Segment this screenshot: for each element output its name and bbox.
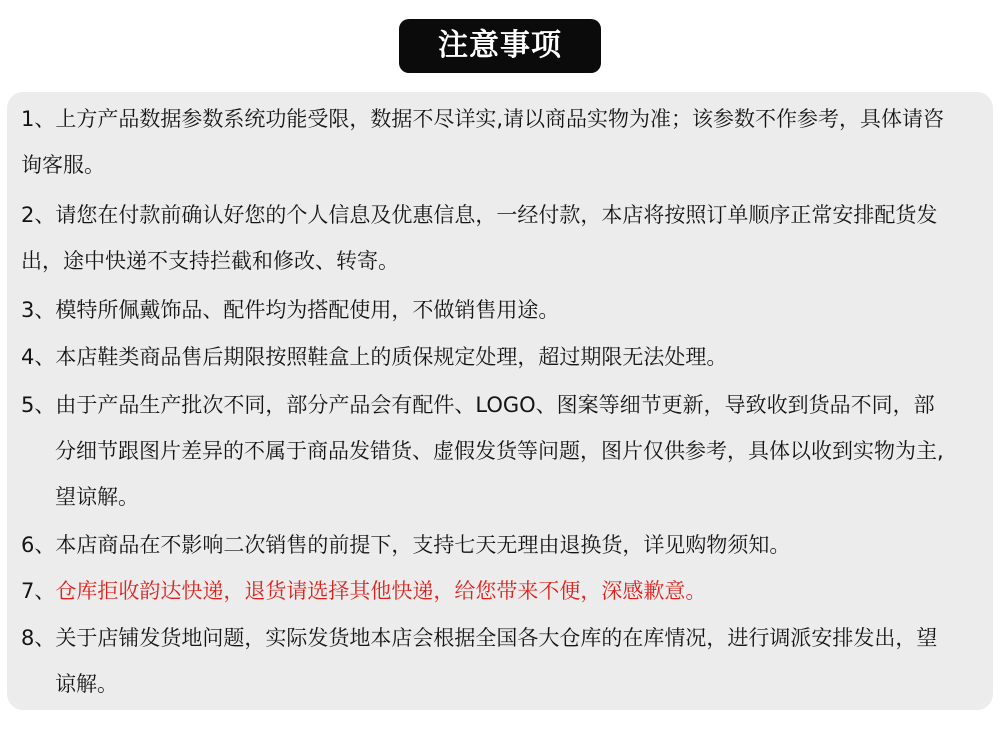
note-line [21, 522, 986, 568]
note-number: 1、 [21, 107, 56, 131]
note-number: 8、 [21, 626, 56, 650]
note-number: 4、 [21, 345, 56, 369]
note-line [21, 334, 986, 380]
note-text: 由于产品生产批次不同，部分产品会有配件、LOGO、图案等细节更新，导致收到货品不同，部 [55, 393, 935, 417]
note-line [21, 192, 986, 238]
note-text: 请您在付款前确认好您的个人信息及优惠信息，一经付款，本店将按照订单顺序正常安排配货发 [55, 203, 938, 227]
note-item-3 [21, 287, 986, 333]
note-item-7 [21, 568, 986, 614]
note-number: 5、 [21, 393, 56, 417]
note-line [21, 615, 986, 661]
note-line [21, 382, 986, 428]
note-text: 关于店铺发货地问题，实际发货地本店会根据全国各大仓库的在库情况，进行调派安排发出，望 [55, 626, 938, 650]
note-number: 7、 [21, 579, 56, 603]
note-line: 望谅解。 [55, 485, 139, 509]
note-line: 谅解。 [55, 672, 118, 696]
note-line [21, 96, 986, 142]
note-item-5 [21, 382, 986, 520]
note-line: 出，途中快递不支持拦截和修改、转寄。 [21, 249, 399, 273]
notice-panel [7, 92, 993, 710]
note-number: 3、 [21, 298, 56, 322]
note-item-8 [21, 615, 986, 707]
note-line: 分细节跟图片差异的不属于商品发错货、虚假发货等问题，图片仅供参考，具体以收到实物为主, [55, 439, 944, 463]
note-text: 模特所佩戴饰品、配件均为搭配使用，不做销售用途。 [55, 298, 560, 322]
note-number: 6、 [21, 533, 56, 557]
note-line: 询客服。 [21, 153, 105, 177]
note-item-2 [21, 192, 986, 284]
note-line [21, 287, 986, 333]
note-warning-text: 仓库拒收韵达快递，退货请选择其他快递，给您带来不便，深感歉意。 [55, 579, 707, 603]
note-item-4 [21, 334, 986, 380]
page-title: 注意事项 [399, 19, 601, 73]
note-line [21, 568, 986, 614]
note-text: 上方产品数据参数系统功能受限，数据不尽详实,请以商品实物为准；该参数不作参考，具体请咨 [55, 107, 945, 131]
note-text: 本店商品在不影响二次销售的前提下，支持七天无理由退换货，详见购物须知。 [55, 533, 791, 557]
note-text: 本店鞋类商品售后期限按照鞋盒上的质保规定处理，超过期限无法处理。 [55, 345, 728, 369]
note-item-1 [21, 96, 986, 188]
note-item-6 [21, 522, 986, 568]
note-number: 2、 [21, 203, 56, 227]
